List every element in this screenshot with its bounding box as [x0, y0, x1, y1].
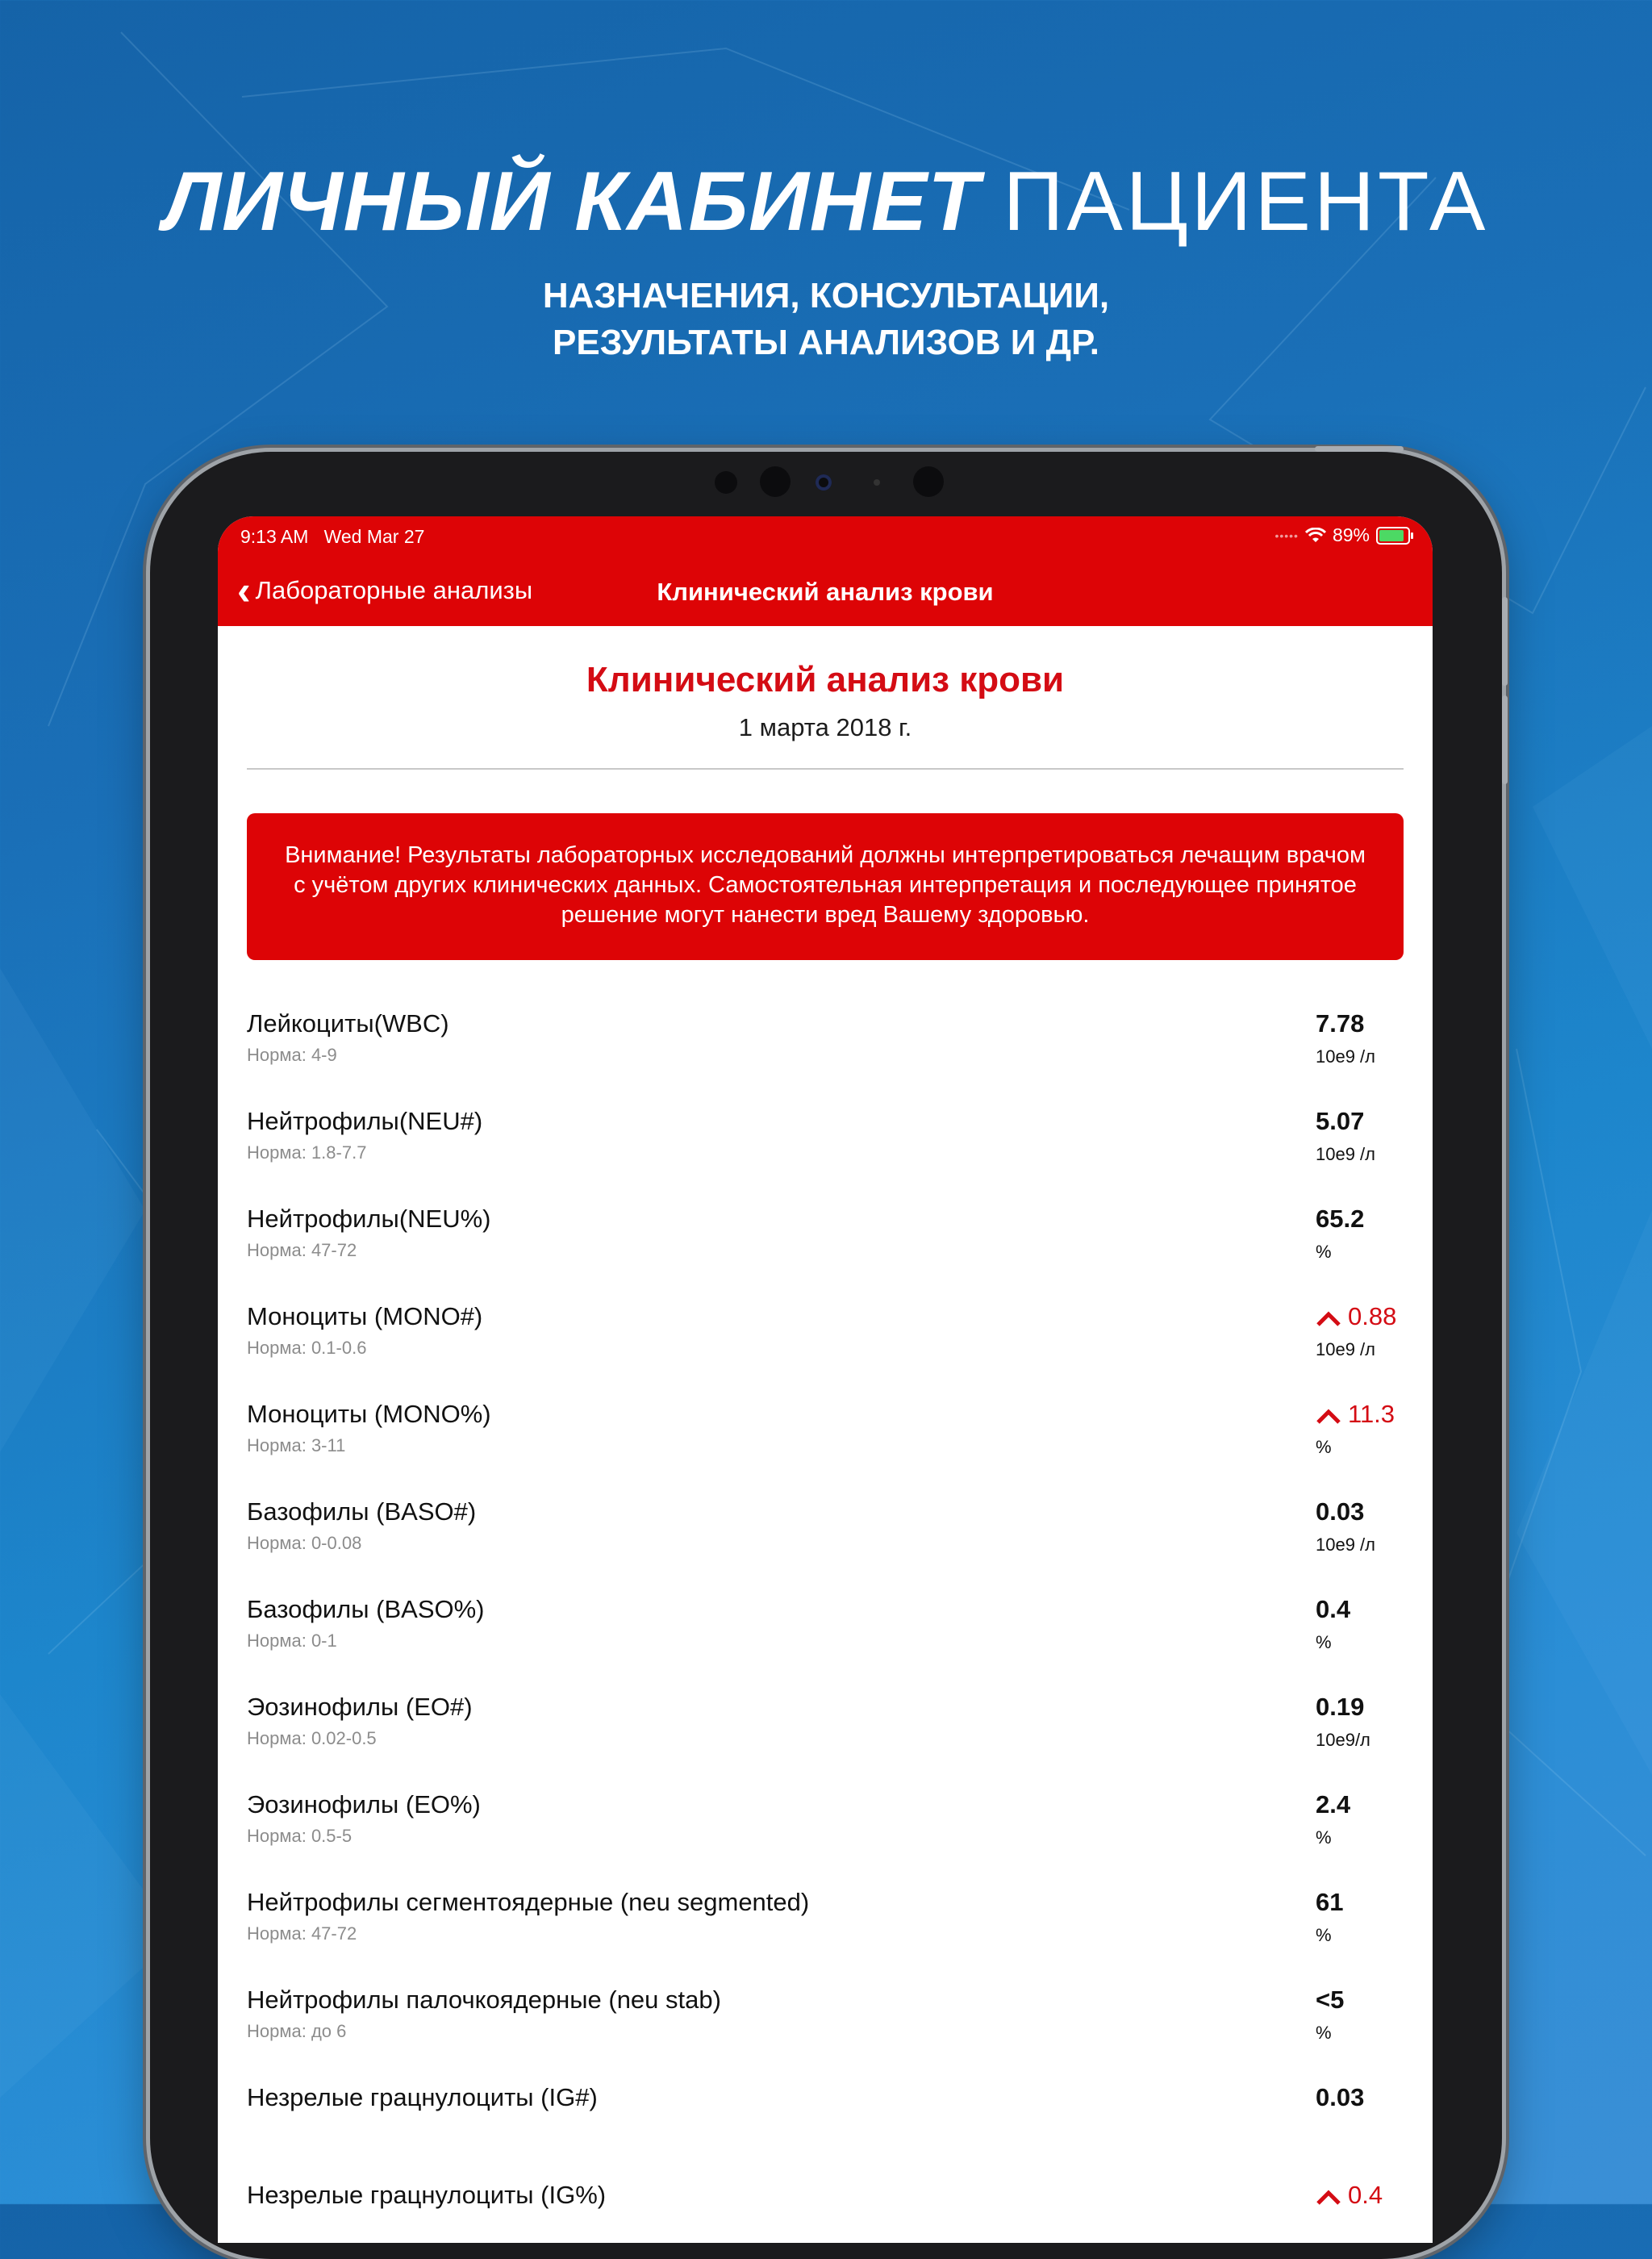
- volume-up-button: [1502, 597, 1508, 686]
- result-value: [1316, 1400, 1395, 1429]
- result-name: Нейтрофилы сегментоядерные (neu segmented): [247, 1888, 810, 1916]
- result-value: [1316, 1009, 1364, 1038]
- result-value-text: 11.3: [1348, 1400, 1395, 1428]
- result-unit: %: [1316, 1925, 1332, 1945]
- status-date: Wed Mar 27: [323, 526, 425, 547]
- promo-subtitle: [0, 273, 1652, 366]
- battery-percent: 89%: [1332, 524, 1370, 545]
- result-name: Незрелые грацнулоциты (IG%): [247, 2181, 607, 2209]
- promo-subtitle-line-2: РЕЗУЛЬТАТЫ АНАЛИЗОВ И ДР.: [553, 323, 1099, 362]
- app-screen: [218, 516, 1433, 2243]
- result-name: Нейтрофилы палочкоядерные (neu stab): [247, 1985, 721, 2014]
- status-time: 9:13 AM: [240, 526, 309, 547]
- result-norm: Норма: 4-9: [247, 1045, 337, 1065]
- result-value: [1316, 1790, 1350, 1819]
- promo-subtitle-line-1: НАЗНАЧЕНИЯ, КОНСУЛЬТАЦИИ,: [542, 276, 1110, 315]
- result-value: [1316, 2083, 1364, 2112]
- result-name: Нейтрофилы(NEU#): [247, 1107, 483, 1135]
- result-norm: Норма: 0-1: [247, 1631, 337, 1651]
- status-bar: [218, 516, 1433, 558]
- warning-banner: Внимание! Результаты лабораторных исследований должны интерпретироваться лечащим врачом с учётом других клинических данных. Самостоятельная интерпретация и последующее принятое решение могут нанести вред Вашему здоровью.: [247, 813, 1404, 960]
- result-norm: Норма: 0-0.08: [247, 1533, 362, 1553]
- result-norm: Норма: 3-11: [247, 1435, 346, 1455]
- result-value-text: 0.03: [1316, 2083, 1365, 2111]
- result-row[interactable]: [247, 1790, 1404, 1888]
- divider: [247, 768, 1404, 770]
- signal-dots-icon: •••••: [1274, 528, 1299, 542]
- result-value: [1316, 1302, 1396, 1331]
- result-value-text: 0.4: [1316, 1595, 1351, 1623]
- sensor-dot: [715, 471, 737, 494]
- result-name: Лейкоциты(WBC): [247, 1009, 449, 1038]
- wifi-icon: [1305, 528, 1326, 544]
- result-name: Базофилы (BASO#): [247, 1497, 477, 1526]
- result-unit: 10e9 /л: [1316, 1535, 1376, 1555]
- result-name: Моноциты (MONO#): [247, 1302, 483, 1330]
- result-value-text: 7.78: [1316, 1009, 1365, 1038]
- result-norm: Норма: 47-72: [247, 1240, 357, 1260]
- result-value: [1316, 1595, 1350, 1624]
- result-name: Эозинофилы (EO#): [247, 1693, 473, 1721]
- result-value: [1316, 2181, 1383, 2210]
- result-value: [1316, 1107, 1364, 1136]
- result-unit: 10e9 /л: [1316, 1046, 1376, 1067]
- result-row[interactable]: [247, 1400, 1404, 1497]
- result-unit: 10e9 /л: [1316, 1339, 1376, 1359]
- result-value-text: 0.03: [1316, 1497, 1365, 1526]
- result-value-text: 0.4: [1348, 2181, 1383, 2209]
- battery-fill: [1379, 530, 1404, 541]
- sensor-dot: [874, 479, 880, 486]
- result-row[interactable]: [247, 1985, 1404, 2083]
- promo-title-light: ПАЦИЕНТА: [1003, 155, 1489, 248]
- result-name: Незрелые грацнулоциты (IG#): [247, 2083, 598, 2111]
- volume-down-button: [1502, 695, 1508, 784]
- result-name: Нейтрофилы(NEU%): [247, 1205, 491, 1233]
- result-unit: 10e9 /л: [1316, 1144, 1376, 1164]
- result-unit: 10e9/л: [1316, 1730, 1370, 1750]
- result-row[interactable]: [247, 1888, 1404, 1985]
- result-norm: Норма: до 6: [247, 2021, 347, 2041]
- result-row[interactable]: [247, 1693, 1404, 1790]
- result-row[interactable]: [247, 2181, 1404, 2243]
- result-row[interactable]: [247, 1595, 1404, 1693]
- result-row[interactable]: [247, 2083, 1404, 2181]
- promo-headline: [0, 153, 1652, 250]
- top-button: [1315, 446, 1404, 452]
- arrow-up-icon: [1316, 2188, 1341, 2206]
- status-time-date: [240, 526, 424, 548]
- result-value-text: 61: [1316, 1888, 1344, 1916]
- arrow-up-icon: [1316, 1309, 1341, 1327]
- nav-bar: [218, 558, 1433, 626]
- status-right: [1274, 524, 1410, 546]
- result-unit: %: [1316, 1632, 1332, 1652]
- sensor-dot: [913, 466, 944, 497]
- front-camera-icon: [816, 474, 832, 491]
- result-value-text: 2.4: [1316, 1790, 1351, 1818]
- result-norm: Норма: 1.8-7.7: [247, 1142, 367, 1163]
- result-norm: Норма: 0.5-5: [247, 1826, 353, 1846]
- result-norm: Норма: 47-72: [247, 1923, 357, 1944]
- result-value: [1316, 1693, 1364, 1722]
- promo-title-bold: ЛИЧНЫЙ КАБИНЕТ: [163, 155, 980, 248]
- result-row[interactable]: [247, 1302, 1404, 1400]
- result-value: [1316, 1205, 1364, 1234]
- result-row[interactable]: [247, 1009, 1404, 1107]
- chevron-left-icon: ‹: [237, 568, 251, 613]
- result-value-text: 0.88: [1348, 1302, 1397, 1330]
- result-unit: %: [1316, 2023, 1332, 2043]
- result-unit: %: [1316, 1242, 1332, 1262]
- nav-title: Клинический анализ крови: [657, 578, 994, 606]
- result-name: Эозинофилы (EO%): [247, 1790, 481, 1818]
- sensor-dot: [760, 466, 791, 497]
- result-unit: %: [1316, 1827, 1332, 1848]
- result-value-text: 0.19: [1316, 1693, 1365, 1721]
- result-value-text: <5: [1316, 1985, 1345, 2014]
- result-row[interactable]: [247, 1497, 1404, 1595]
- back-label: Лабораторные анализы: [255, 576, 533, 604]
- result-row[interactable]: [247, 1107, 1404, 1205]
- result-norm: Норма: 0.1-0.6: [247, 1338, 367, 1358]
- battery-charging-icon: [1376, 527, 1410, 545]
- report-date: 1 марта 2018 г.: [738, 713, 912, 741]
- result-value: [1316, 1985, 1344, 2015]
- results-list[interactable]: [247, 1009, 1404, 2243]
- result-row[interactable]: [247, 1205, 1404, 1302]
- result-value: [1316, 1888, 1343, 1917]
- result-value: [1316, 1497, 1364, 1526]
- result-value-text: 65.2: [1316, 1205, 1365, 1233]
- result-value-text: 5.07: [1316, 1107, 1365, 1135]
- result-name: Базофилы (BASO%): [247, 1595, 485, 1623]
- arrow-up-icon: [1316, 1407, 1341, 1425]
- result-norm: Норма: 0.02-0.5: [247, 1728, 377, 1748]
- result-unit: %: [1316, 1437, 1332, 1457]
- result-name: Моноциты (MONO%): [247, 1400, 491, 1428]
- report-title: Клинический анализ крови: [586, 660, 1065, 699]
